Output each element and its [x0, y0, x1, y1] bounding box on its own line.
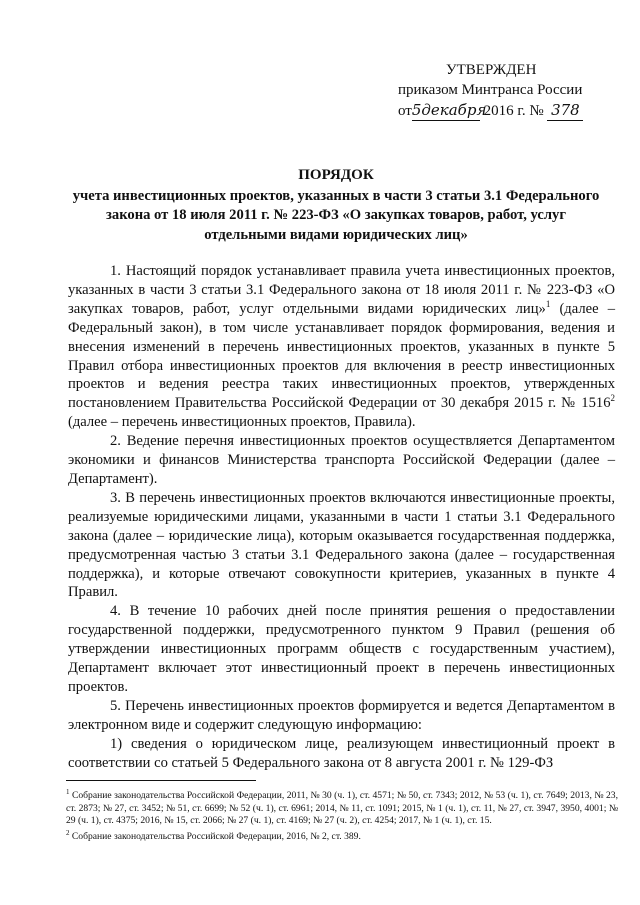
- footnote-2: [66, 827, 618, 844]
- footnote-2-mark: 2: [66, 829, 70, 838]
- document-subtitle: учета инвестиционных проектов, указанных в части 3 статьи 3.1 Федерального закона от 18 июля 2011 г. № 223-ФЗ «О закупках товаров, работ, услуг отдельными видами юридических лиц»: [72, 187, 600, 243]
- footnote-ref-2: 2: [610, 393, 615, 404]
- approval-year-text: 2016 г. №: [483, 103, 544, 119]
- footnote-ref-1: 1: [545, 298, 551, 309]
- footnote-1-mark: 1: [66, 788, 70, 796]
- paragraph-1-part-b: (далее – Федеральный закон), в том числе устанавливает порядок формирования, ведения и внесения изменений в перечень инвестиционных проектов, указанных в пункте 5 Правил отбора инвестиционных проектов для включения в реестр инвестиционных проектов и ведения реестра таких инвестиционных проектов, утвержденных постановлением Правительства Российской Федерации от 30 декабря 2015 г. № 1516: [68, 300, 615, 412]
- paragraph-3: 3. В перечень инвестиционных проектов включаются инвестиционные проекты, реализуемые юридическими лицами, указанными в части 1 статьи 3.1 Федерального закона (далее – юридические лица), которым оказывается государственная поддержка, предусмотренная частью 3 статьи 3.1 Федерального закона (далее – государственная поддержка), и которые отвечают совокупности критериев, указанных в пункте 4 Правил.: [68, 489, 615, 601]
- approval-date-line: [398, 100, 618, 121]
- approval-order-line: приказом Минтранса России: [398, 82, 583, 98]
- document-title-block: [66, 166, 606, 245]
- footnote-2-text: Собрание законодательства Российской Федерации, 2016, № 2, ст. 389.: [69, 831, 361, 843]
- paragraph-2: 2. Ведение перечня инвестиционных проектов осуществляется Департаментом экономики и финансов Министерства транспорта Российской Федерации (далее – Департамент).: [68, 433, 615, 487]
- paragraph-4: 4. В течение 10 рабочих дней после принятия решения о предоставлении государственной поддержки, предусмотренного пунктом 9 Правил (решения об утверждении инвестиционных программ обществ с государственным участием), Департамент включает этот инвестиционный проект в перечень инвестиционных проектов.: [68, 603, 615, 695]
- document-title: ПОРЯДОК: [298, 167, 374, 183]
- footnotes: [66, 786, 618, 844]
- footnote-divider: [66, 780, 256, 781]
- paragraph-1-part-a: 1. Настоящий порядок устанавливает правила учета инвестиционных проектов, указанных в части 3 статьи 3.1 Федерального закона от 18 июля 2011 г. № 223-ФЗ «О закупках товаров, работ, услуг отдельными видами юридических лиц»: [68, 263, 615, 317]
- approval-title: УТВЕРЖДЕН: [446, 62, 537, 78]
- paragraph-1-part-c: (далее – перечень инвестиционных проектов, Правила).: [68, 414, 416, 431]
- paragraph-5-item-1: 1) сведения о юридическом лице, реализующем инвестиционный проект в соответствии со статьей 5 Федерального закона от 8 августа 2001 г. № 129-ФЗ: [68, 735, 615, 771]
- paragraph-1: [68, 262, 615, 432]
- footnote-1-text: Собрание законодательства Российской Федерации, 2011, № 30 (ч. 1), ст. 4571; № 50, ст. 7343; 2012, № 53 (ч. 1), ст. 7649; 2013, № 23, ст. 2873; № 27, ст. 3452; № 51, ст. 6699; № 52 (ч. 1), ст. 6961; 2014, № 11, ст. 1091; 2015, № 1 (ч. 1), ст. 11, № 27, ст. 3947, 3950, 4001; № 29 (ч. 1), ст. 4375; 2016, № 15, ст. 2066; № 27 (ч. 1), ст. 4169; № 27 (ч. 2), ст. 4254; 2017, № 1 (ч. 1), ст. 15.: [66, 790, 618, 826]
- approval-date-handwritten: 5декабря: [411, 101, 487, 119]
- footnote-1: [66, 786, 618, 827]
- approval-date-prefix: от: [398, 103, 412, 119]
- document-body: [68, 262, 615, 772]
- paragraph-5: 5. Перечень инвестиционных проектов формируется и ведется Департаментом в электронном виде и содержит следующую информацию:: [68, 697, 615, 733]
- approval-stamp-block: [398, 60, 618, 121]
- approval-number-handwritten: 378: [547, 100, 583, 121]
